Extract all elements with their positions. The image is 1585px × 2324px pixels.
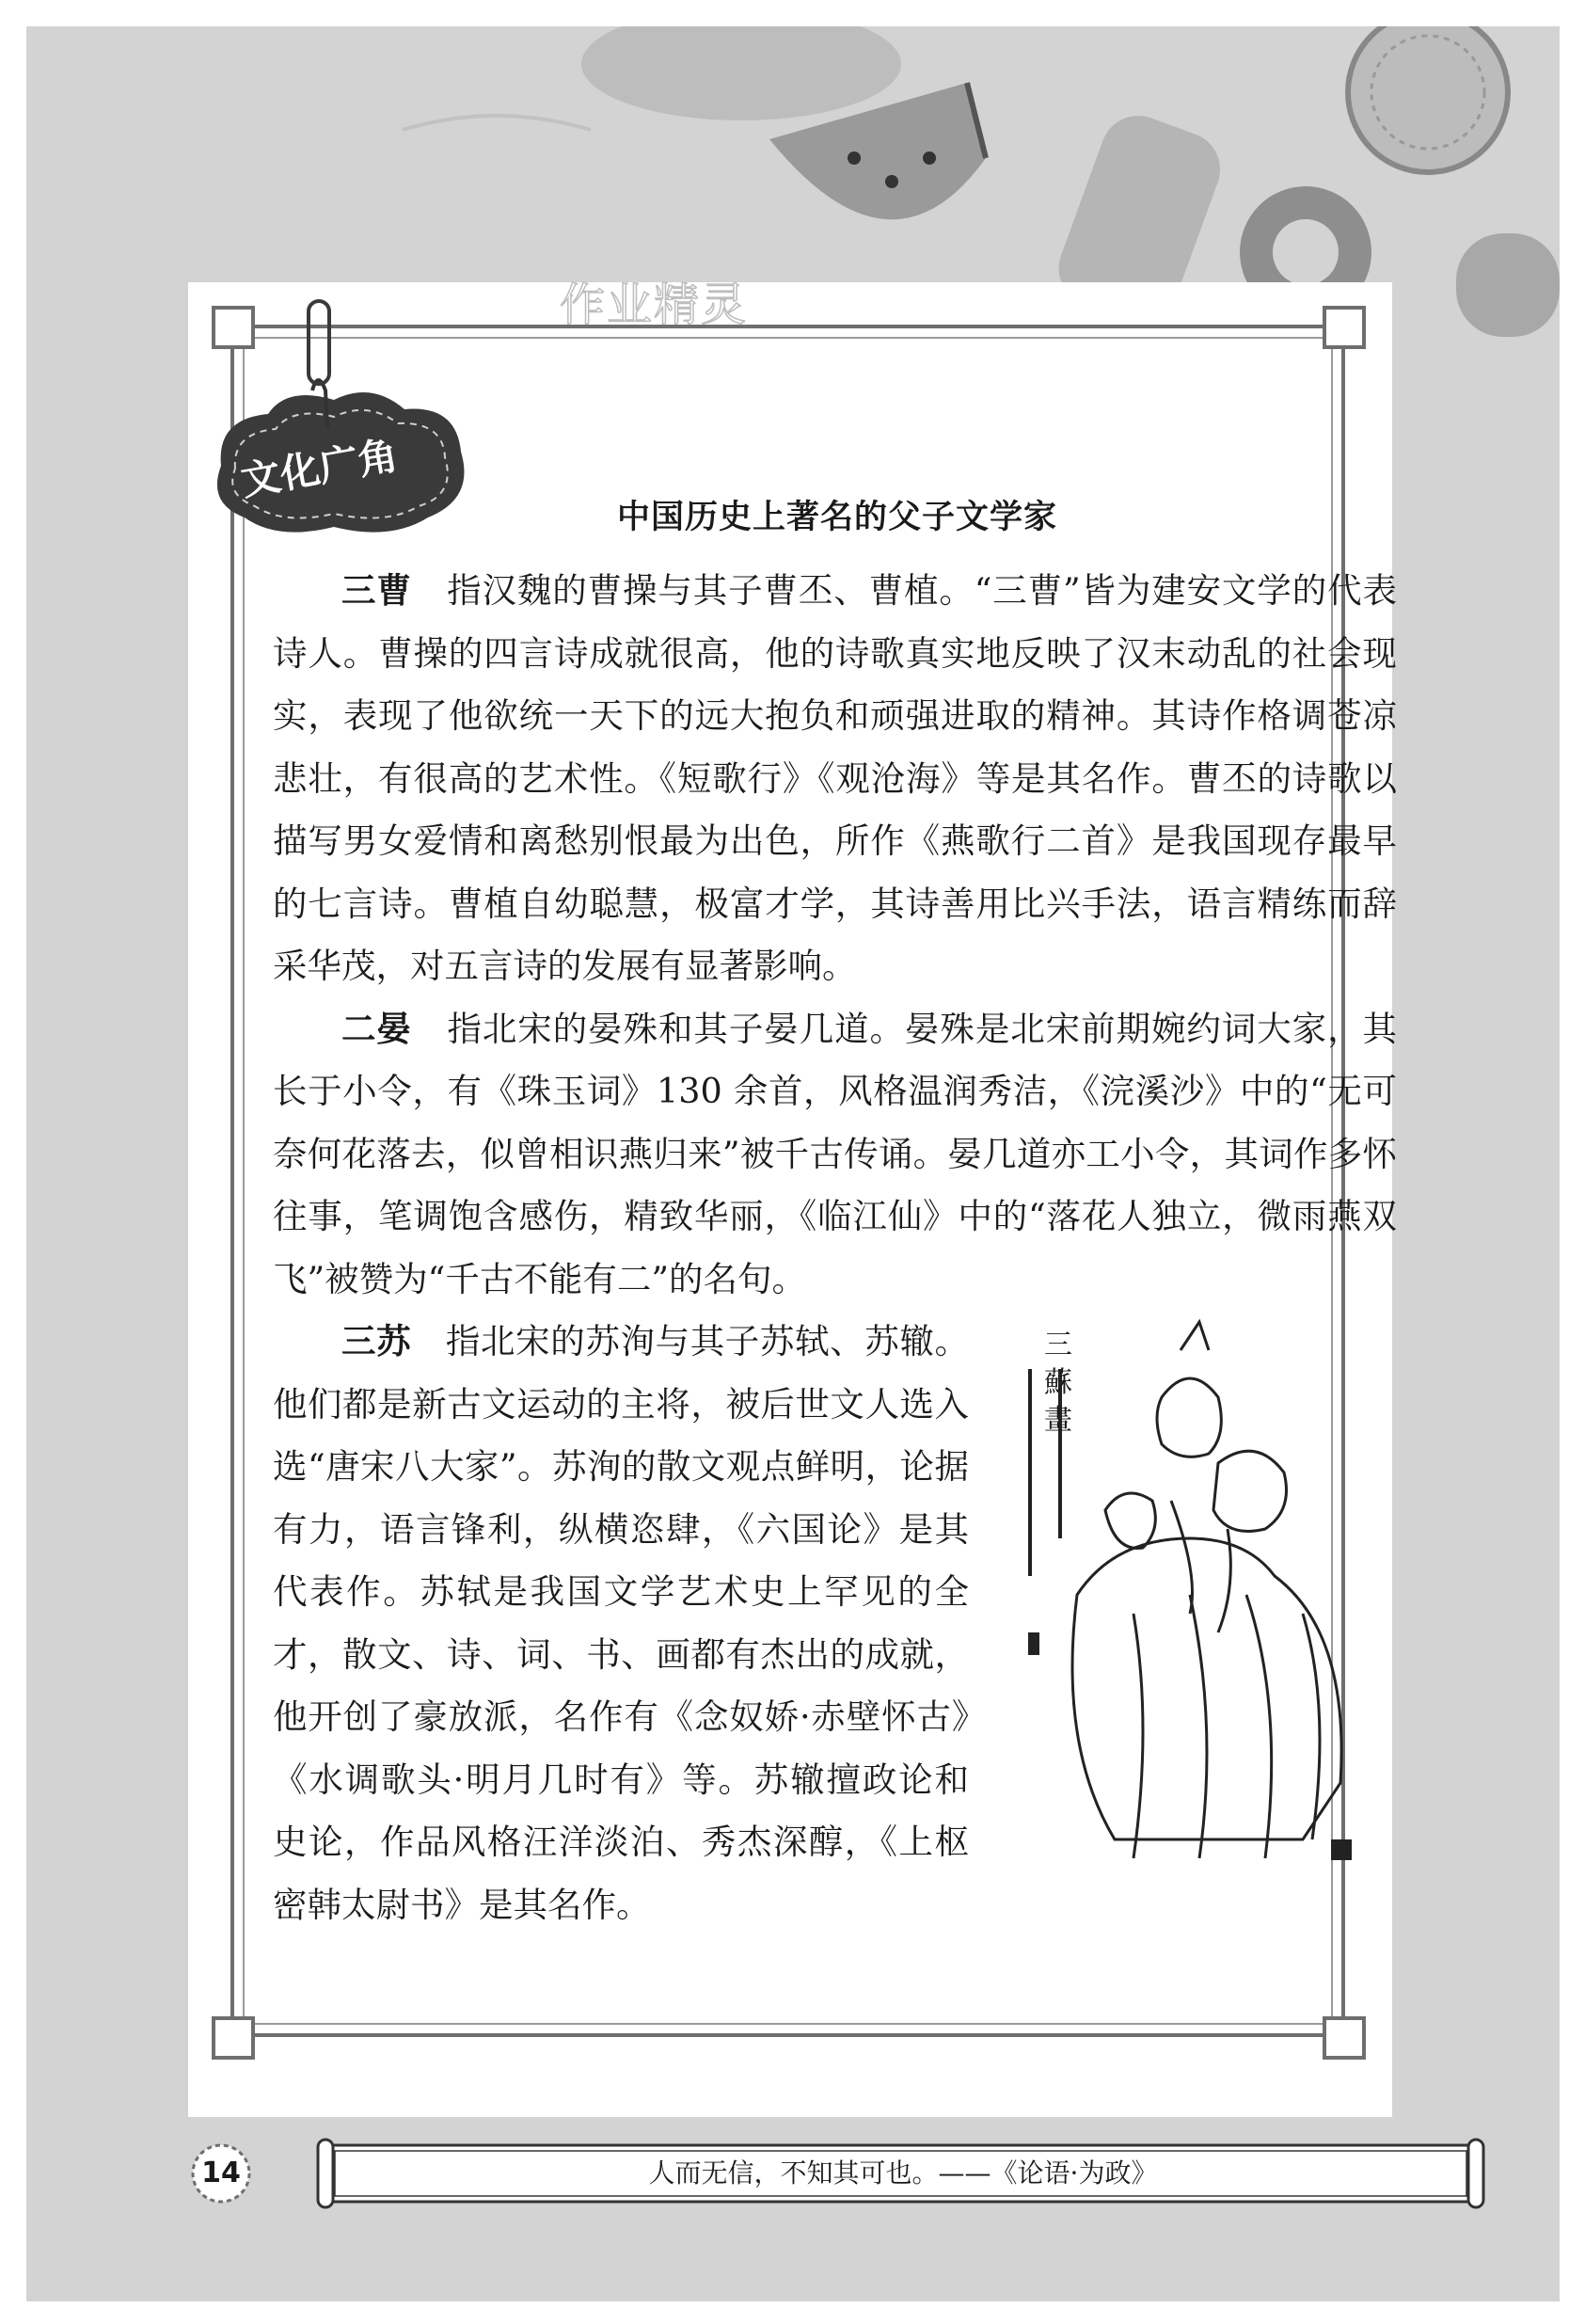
paragraph-san-cao [273,560,1397,998]
frame-corner [212,306,255,349]
frame-corner [1323,306,1366,349]
paragraph-text: 指北宋的苏洵与其子苏轼、苏辙。他们都是新古文运动的主将，被后世文人选入选“唐宋八大家”。苏洵的散文观点鲜明，论据有力，语言锋利，纵横恣肆，《六国论》是其代表作。苏轼是我国文学艺术史上罕见的全才，散文、诗、词、书、画都有杰出的成就，他开创了豪放派，名作有《念奴娇·赤壁怀古》《水调歌头·明月几时有》等。苏辙擅政论和史论，作品风格汪洋淡泊、秀杰深醇，《上枢密韩太尉书》是其名作。 [273,1321,970,1925]
watermark: 作业精灵 [560,279,749,331]
paragraph-text: 指北宋的晏殊和其子晏几道。晏殊是北宋前期婉约词大家，其长于小令，有《珠玉词》130 余首，风格温润秀洁，《浣溪沙》中的“无可奈何花落去，似曾相识燕归来”被千古传诵。晏几道亦工小令，其词作多怀往事，笔调饱含感伤，精致华丽，《临江仙》中的“落花人独立，微雨燕双飞”被赞为“千古不能有二”的名句。 [273,1008,1398,1299]
page-number-badge [183,2136,259,2211]
paragraph-lead: 三苏 [341,1321,412,1361]
footer-quote: 人而无信，不知其可也。——《论语·为政》 [648,2157,1158,2189]
section-tag-label: 文化广角 [237,431,402,505]
frame-corner [212,2016,255,2060]
paragraph-text: 指汉魏的曹操与其子曹丕、曹植。“三曹”皆为建安文学的代表诗人。曹操的四言诗成就很高，他的诗歌真实地反映了汉末动乱的社会现实，表现了他欲统一天下的远大抱负和顽强进取的精神。其诗作格调苍凉悲壮，有很高的艺术性。《短歌行》《观沧海》等是其名作。曹丕的诗歌以描写男女爱情和离愁别恨最为出色，所作《燕歌行二首》是我国现存最早的七言诗。曹植自幼聪慧，极富才学，其诗善用比兴手法，语言精练而辞采华茂，对五言诗的发展有显著影响。 [273,570,1397,986]
page-number: 14 [201,2157,241,2189]
frame-corner [1323,2016,1366,2060]
paragraph-lead: 三曹 [341,570,412,611]
article-title: 中国历史上著名的父子文学家 [616,499,1057,536]
paper-clip-icon [307,299,331,386]
portrait-caption: 三蘇畫 [1044,1329,1072,1437]
paragraph-lead: 二晏 [341,1008,412,1049]
three-su-portrait [1021,1313,1416,1877]
paragraph-er-yan [273,998,1397,1312]
paragraph-san-su [273,1311,969,1936]
